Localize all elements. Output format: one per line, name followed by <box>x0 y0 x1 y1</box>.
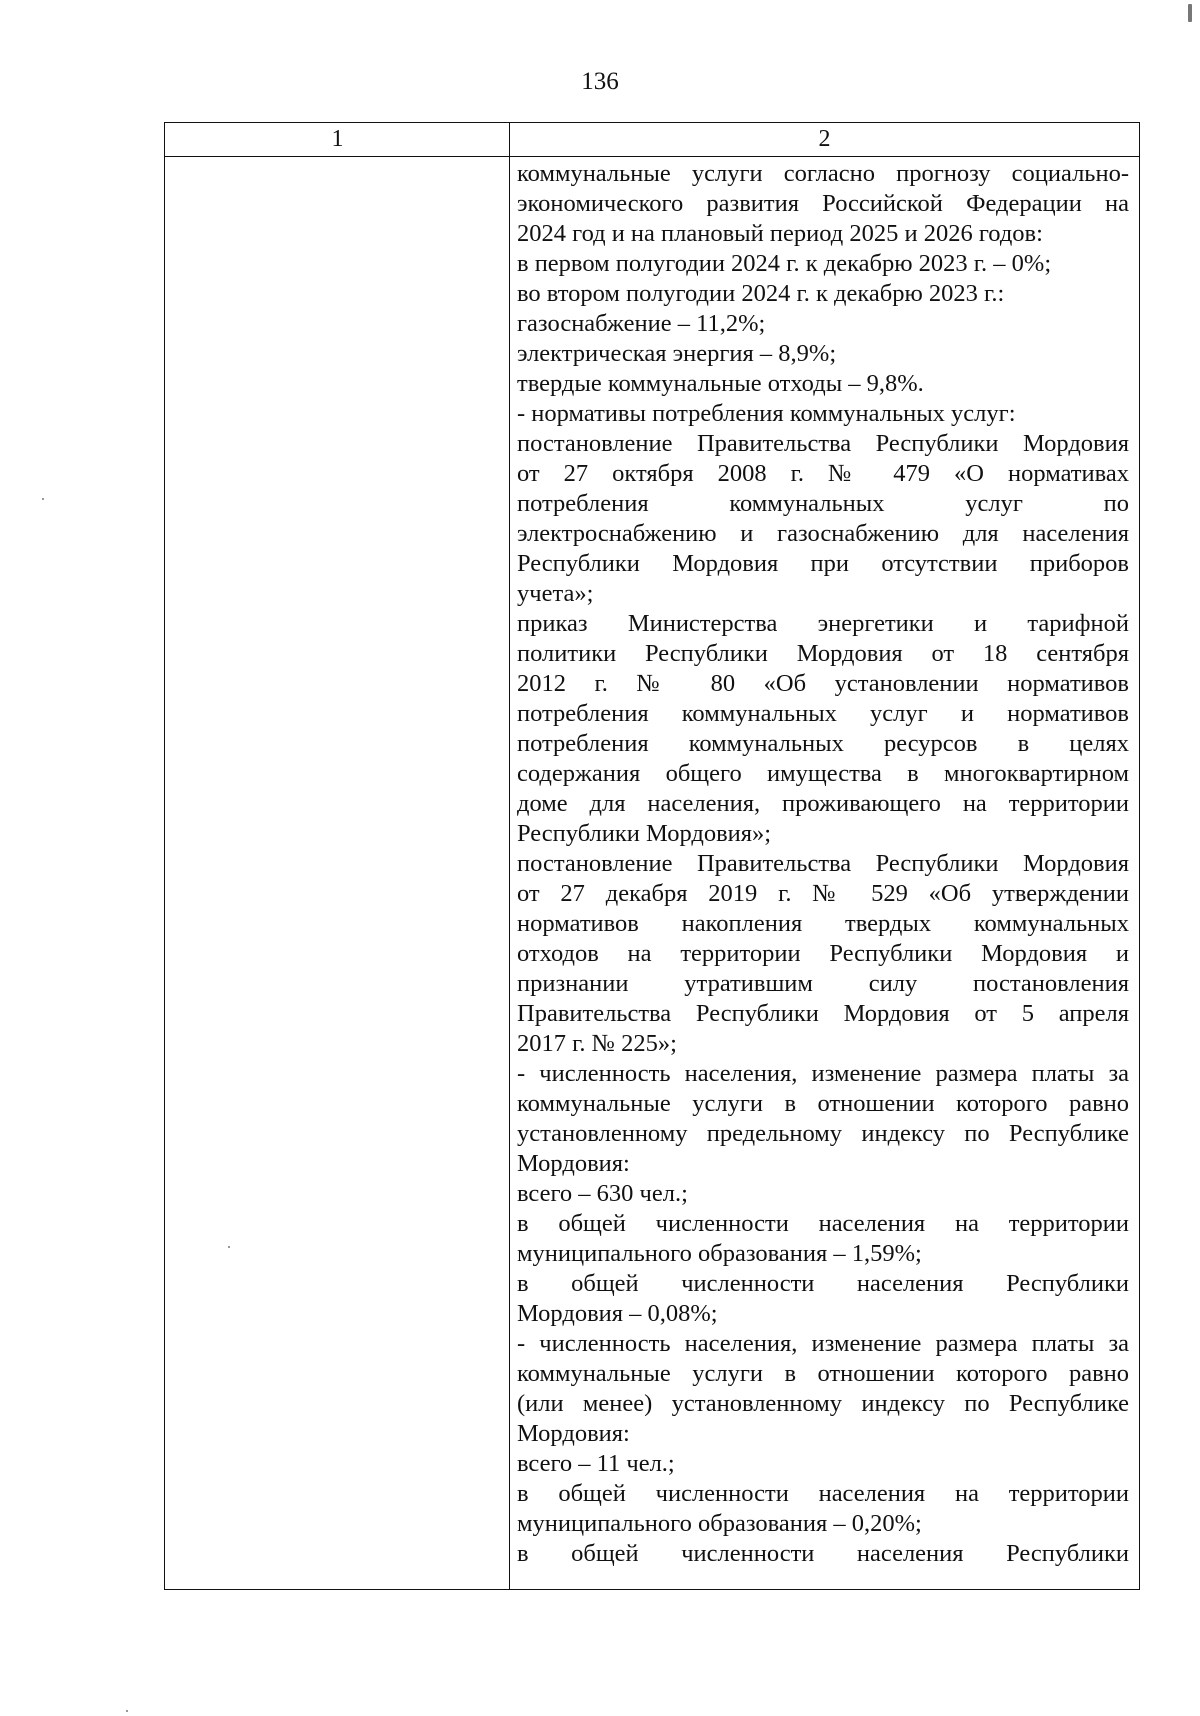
text-line: Мордовия: <box>517 1150 630 1177</box>
text-line: постановление Правительства Республики Мордовия <box>517 850 1129 877</box>
text-line: учета»; <box>517 580 594 607</box>
text-line: в первом полугодии 2024 г. к декабрю 2023 г. – 0%; <box>517 250 1052 277</box>
text-line: потребления коммунальных ресурсов в целях <box>517 730 1129 757</box>
text-line: 2012 г. № 80 «Об установлении нормативов <box>517 670 1129 697</box>
text-line: нормативов накопления твердых коммунальных <box>517 910 1129 937</box>
text-line: в общей численности населения на территории <box>517 1210 1129 1237</box>
text-line: в общей численности населения Республики <box>517 1540 1129 1567</box>
text-line: 2017 г. № 225»; <box>517 1030 677 1057</box>
text-line: потребления коммунальных услуг и нормативов <box>517 700 1129 727</box>
scan-speck <box>126 1710 128 1712</box>
text-line: от 27 октября 2008 г. № 479 «О нормативах <box>517 460 1129 487</box>
column-header-2: 2 <box>818 126 831 152</box>
text-line: отходов на территории Республики Мордовия и <box>517 940 1129 967</box>
column-header-1: 1 <box>331 126 344 152</box>
text-line: коммунальные услуги в отношении которого равно <box>517 1360 1129 1387</box>
text-line: экономического развития Российской Федерации на <box>517 190 1129 217</box>
text-line: постановление Правительства Республики Мордовия <box>517 430 1129 457</box>
text-line: приказ Министерства энергетики и тарифной <box>517 610 1129 637</box>
column-divider <box>509 123 510 1589</box>
text-line: признании утратившим силу постановления <box>517 970 1129 997</box>
document-table <box>164 122 1140 1590</box>
text-line: твердые коммунальные отходы – 9,8%. <box>517 370 924 397</box>
text-line: всего – 11 чел.; <box>517 1450 675 1477</box>
scan-speck <box>42 498 44 500</box>
text-line: Мордовия: <box>517 1420 630 1447</box>
text-line: Правительства Республики Мордовия от 5 апреля <box>517 1000 1129 1027</box>
text-line: электрическая энергия – 8,9%; <box>517 340 837 367</box>
text-line: содержания общего имущества в многоквартирном <box>517 760 1129 787</box>
text-line: - численность населения, изменение размера платы за <box>517 1330 1129 1357</box>
scan-speck <box>228 1246 230 1248</box>
text-line: от 27 декабря 2019 г. № 529 «Об утверждении <box>517 880 1129 907</box>
text-line: электроснабжению и газоснабжению для населения <box>517 520 1129 547</box>
text-line: в общей численности населения на территории <box>517 1480 1129 1507</box>
text-line: во втором полугодии 2024 г. к декабрю 2023 г.: <box>517 280 1005 307</box>
text-line: муниципального образования – 0,20%; <box>517 1510 922 1537</box>
scan-speck <box>1188 4 1192 22</box>
text-line: доме для населения, проживающего на территории <box>517 790 1129 817</box>
text-line: 2024 год и на плановый период 2025 и 2026 годов: <box>517 220 1043 247</box>
text-line: Республики Мордовия»; <box>517 820 772 847</box>
text-line: всего – 630 чел.; <box>517 1180 688 1207</box>
text-line: - нормативы потребления коммунальных услуг: <box>517 400 1016 427</box>
text-line: потребления коммунальных услуг по <box>517 490 1129 517</box>
text-line: Республики Мордовия при отсутствии приборов <box>517 550 1129 577</box>
table-cell-column-2 <box>517 159 1129 1569</box>
text-line: муниципального образования – 1,59%; <box>517 1240 922 1267</box>
text-line: коммунальные услуги в отношении которого равно <box>517 1090 1129 1117</box>
table-header-row <box>165 123 1139 157</box>
page-number: 136 <box>581 68 619 95</box>
text-line: политики Республики Мордовия от 18 сентября <box>517 640 1129 667</box>
text-line: установленному предельному индексу по Республике <box>517 1120 1129 1147</box>
text-line: коммунальные услуги согласно прогнозу социально- <box>517 160 1129 187</box>
text-line: - численность населения, изменение размера платы за <box>517 1060 1129 1087</box>
text-line: газоснабжение – 11,2%; <box>517 310 766 337</box>
text-line: в общей численности населения Республики <box>517 1270 1129 1297</box>
text-line: Мордовия – 0,08%; <box>517 1300 718 1327</box>
text-line: (или менее) установленному индексу по Республике <box>517 1390 1129 1417</box>
